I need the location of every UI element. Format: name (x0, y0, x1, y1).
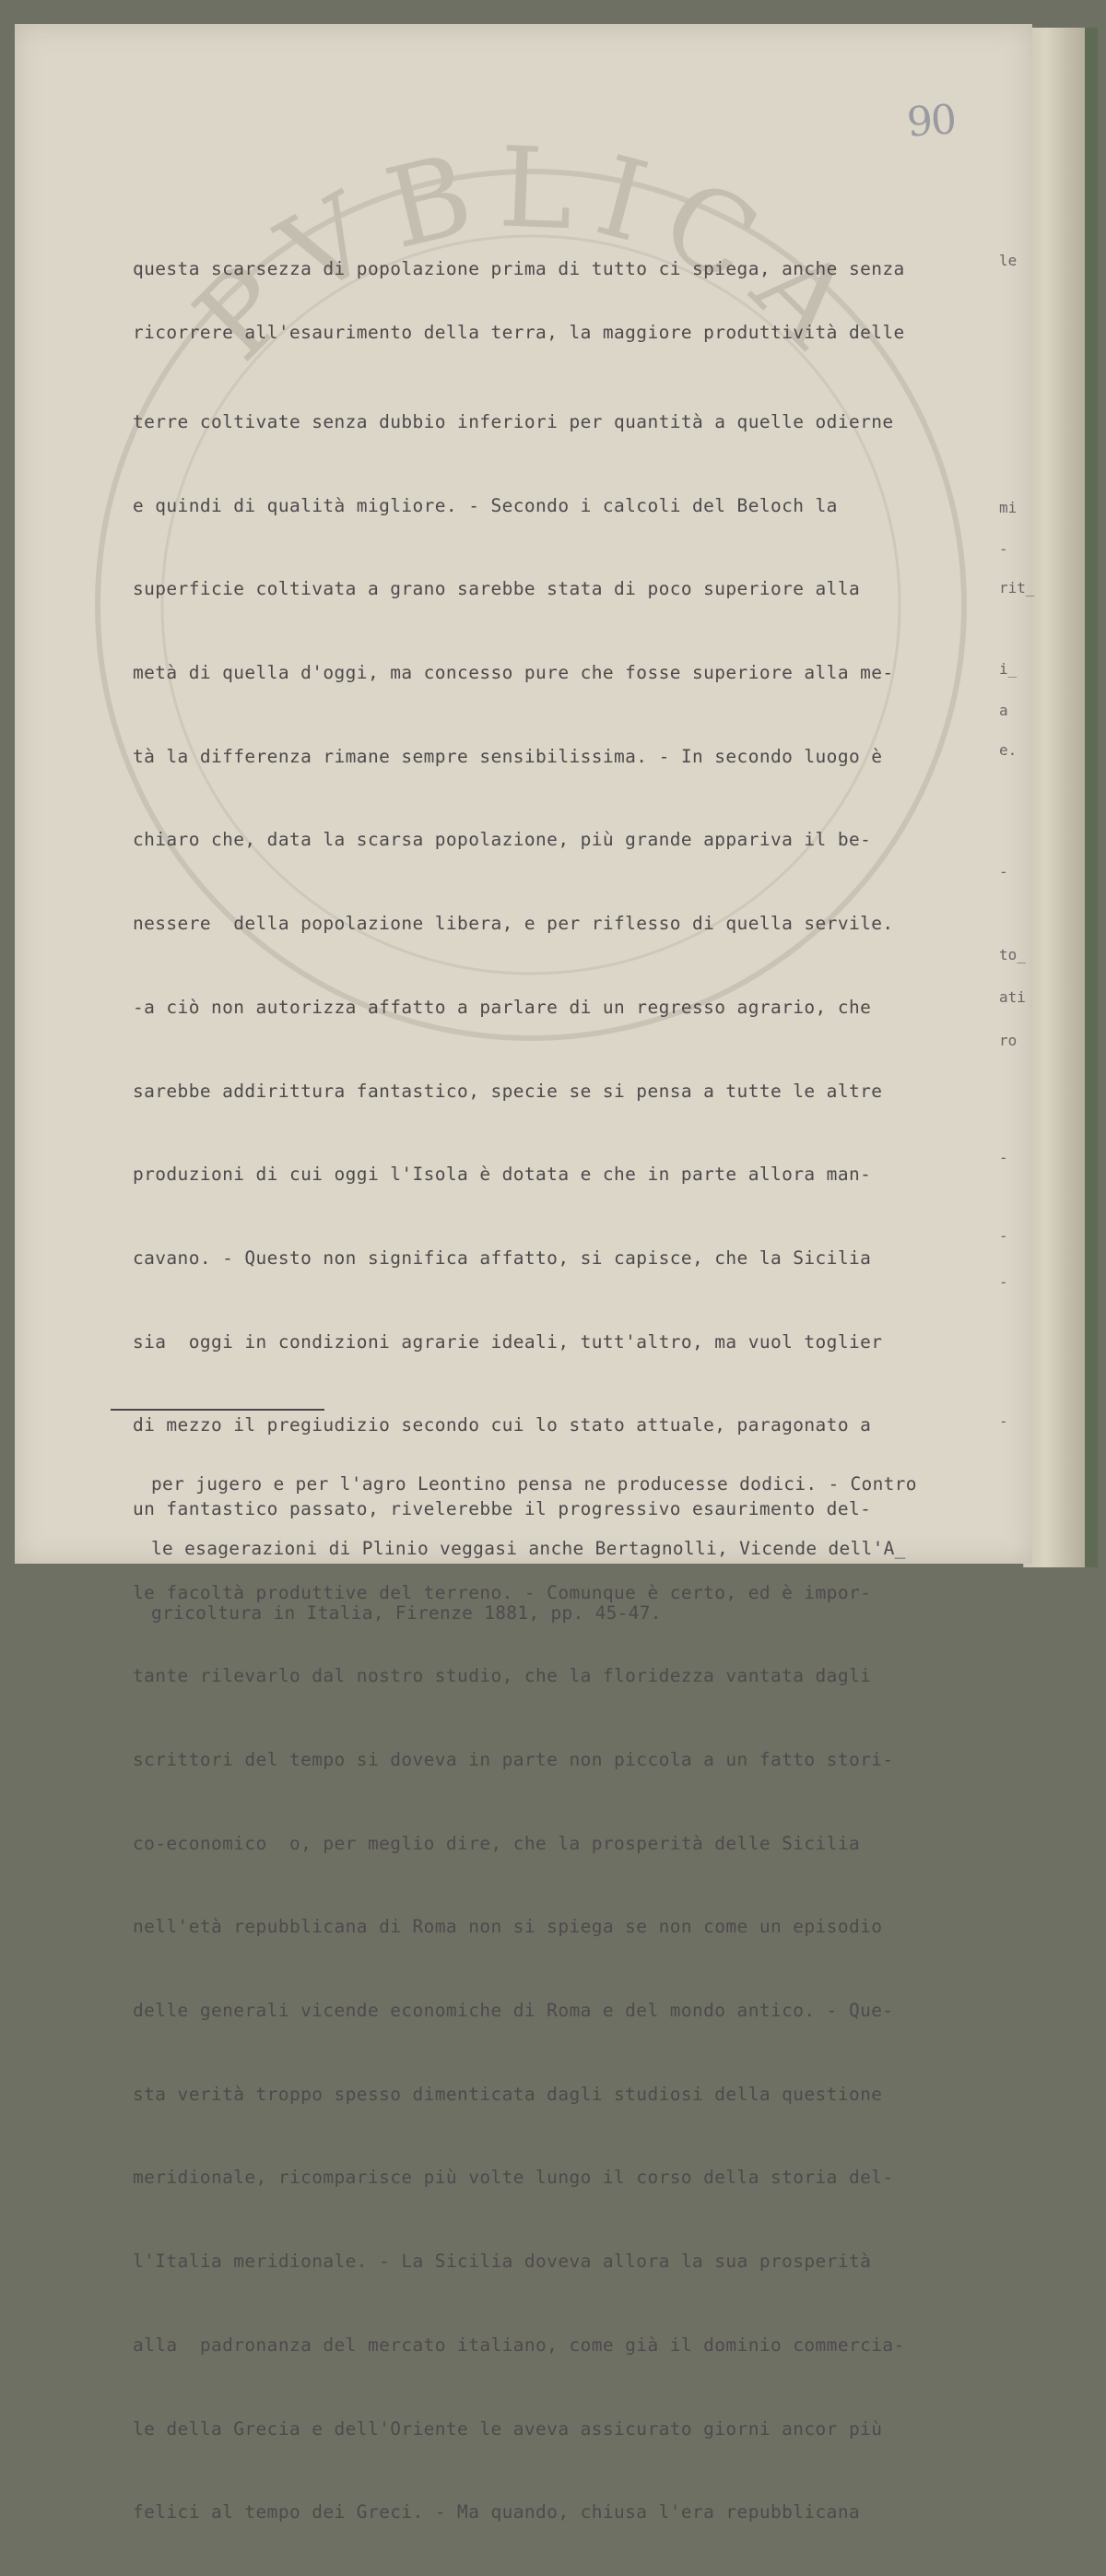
text-line: chiaro che, data la scarsa popolazione, più grande appariva il be- (133, 829, 872, 851)
document-page (15, 24, 1035, 2523)
text-line: alla padronanza del mercato italiano, come già il dominio commercia- (133, 2334, 905, 2356)
margin-fragment: - (999, 1149, 1008, 1166)
text-line: terre coltivate senza dubbio inferiori per quantità a quelle odierne (133, 411, 894, 432)
text-line: sta verità troppo spesso dimenticata dagli studiosi della questione (133, 2083, 883, 2105)
text-line: co-economico o, per meglio dire, che la prosperità delle Sicilia (133, 1832, 861, 1854)
text-line: delle generali vicende economiche di Roma e del mondo antico. - Que- (133, 2000, 894, 2022)
text-line: sia oggi in condizioni agrarie ideali, tutt'altro, ma vuol toglier (133, 1330, 883, 1353)
margin-fragment: i_ (999, 660, 1018, 678)
text-line: meridionale, ricomparisce più volte lungo il corso della storia del- (133, 2167, 894, 2189)
footnote-line: gricoltura in Italia, Firenze 1881, pp. 45-47. (151, 1602, 662, 1624)
margin-bleed-through (999, 24, 1036, 1564)
footnote-line: per jugero e per l'agro Leontino pensa ne producesse dodici. - Contro (151, 1473, 917, 1495)
margin-fragment: le (999, 252, 1018, 269)
margin-fragment: e. (999, 741, 1018, 759)
page-number: 90 (905, 96, 957, 147)
text-line: e quindi di qualità migliore. - Secondo i calcoli del Beloch la (133, 494, 838, 516)
margin-fragment: ati (999, 988, 1026, 1006)
text-line: metà di quella d'oggi, ma concesso pure che fosse superiore alla me- (133, 662, 894, 684)
margin-fragment: - (999, 863, 1008, 880)
margin-fragment: - (999, 1412, 1008, 1430)
margin-fragment: ro (999, 1032, 1018, 1049)
margin-fragment: a (999, 702, 1008, 719)
text-line: nessere della popolazione libera, e per riflesso di quella servile. (133, 913, 894, 935)
text-line: ricorrere all'esaurimento della terra, la maggiore produttività delle (133, 322, 905, 343)
margin-fragment: mi (999, 499, 1018, 516)
text-line: cavano. - Questo non significa affatto, si capisce, che la Sicilia (133, 1247, 872, 1269)
margin-fragment: - (999, 1227, 1008, 1245)
text-line: di mezzo il pregiudizio secondo cui lo stato attuale, paragonato a (133, 1414, 872, 1436)
watermark-text: PVBLICA (171, 124, 890, 385)
text-line: -a ciò non autorizza affatto a parlare di un regresso agrario, che (133, 996, 872, 1018)
text-line: scrittori del tempo si doveva in parte non piccola a un fatto stori- (133, 1749, 894, 1770)
text-line: superficie coltivata a grano sarebbe stata di poco superiore alla (133, 578, 861, 600)
footnote-rule (111, 1409, 324, 1411)
text-line: felici al tempo dei Greci. - Ma quando, chiusa l'era repubblicana (133, 2501, 861, 2523)
text-line: le facoltà produttive del terreno. - Comunque è certo, ed è impor- (133, 1581, 872, 1603)
text-line: un fantastico passato, rivelerebbe il progressivo esaurimento del- (133, 1497, 872, 1519)
text-line: nell'età repubblicana di Roma non si spiega se non come un episodio (133, 1916, 883, 1938)
footnote-line: le esagerazioni di Plinio veggasi anche Bertagnolli, Vicende dell'A_ (151, 1538, 906, 1559)
margin-fragment: - (999, 540, 1008, 558)
margin-fragment: to_ (999, 946, 1026, 963)
text-line: tà la differenza rimane sempre sensibilissima. - In secondo luogo è (133, 745, 883, 767)
text-line: tante rilevarlo dal nostro studio, che la floridezza vantata dagli (133, 1665, 872, 1687)
text-line: sarebbe addirittura fantastico, specie se si pensa a tutte le altre (133, 1080, 883, 1102)
text-line: l'Italia meridionale. - La Sicilia doveva allora la sua prosperità (133, 2251, 872, 2273)
body-text (133, 218, 1036, 2576)
text-line: le della Grecia e dell'Oriente le aveva assicurato giorni ancor più (133, 2417, 883, 2440)
margin-fragment: - (999, 1273, 1008, 1291)
text-line: produzioni di cui oggi l'Isola è dotata e che in parte allora man- (133, 1164, 872, 1186)
margin-fragment: rit_ (999, 579, 1035, 597)
text-line: questa scarsezza di popolazione prima di tutto ci spiega, anche senza (133, 258, 905, 279)
footnote (151, 1431, 1018, 1667)
